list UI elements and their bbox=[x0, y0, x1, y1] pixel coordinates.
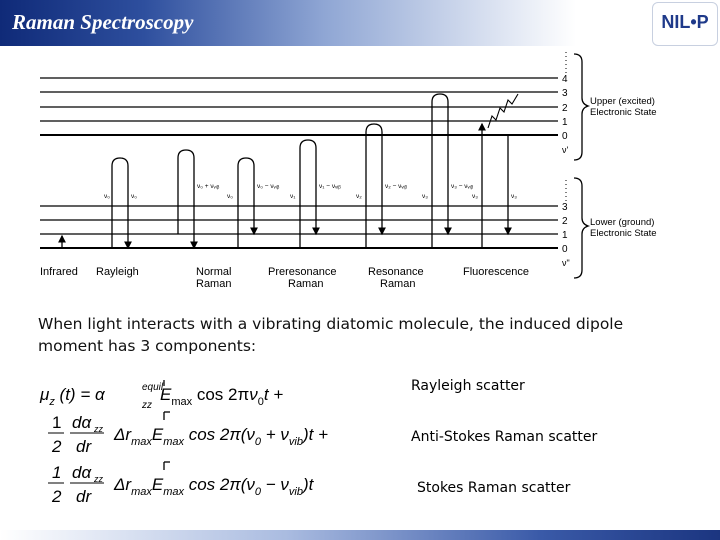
equation-stokes bbox=[34, 458, 374, 510]
upper-level-number: ν' bbox=[562, 145, 569, 155]
svg-text:zz: zz bbox=[94, 474, 103, 484]
page-title: Raman Spectroscopy bbox=[12, 10, 194, 34]
upper-level-number: 4 bbox=[562, 74, 568, 85]
freq-label: ν₃ − νᵥᵢᵦ bbox=[451, 183, 474, 190]
nilp-logo bbox=[652, 2, 718, 46]
svg-text:1: 1 bbox=[52, 413, 62, 432]
process-label-normal-raman: Normal bbox=[196, 266, 232, 278]
lower-level-number: 3 bbox=[562, 202, 568, 213]
energy-level-diagram bbox=[38, 48, 670, 292]
svg-text:ΔrmaxEmax cos 2π(ν0 + νvib)t: $\Delta r_{max}E_{max}$ $\cos 2\pi(\nu_0 + \nu_{vib})t$ + bbox=[114, 425, 329, 448]
preresonance-raman bbox=[300, 140, 316, 248]
lower-level-number: 2 bbox=[562, 216, 568, 227]
upper-state-label: Electronic State bbox=[590, 107, 657, 118]
upper-state-label: Upper (excited) bbox=[590, 96, 655, 107]
svg-text:μz (t) = α: $\mu_z$ (t) = α bbox=[40, 385, 105, 408]
freq-label: ν₀ + νᵥᵢᵦ bbox=[197, 183, 220, 190]
lower-state-label: Lower (ground) bbox=[590, 217, 655, 228]
upper-level-number: 2 bbox=[562, 103, 568, 114]
freq-label: ν₂ − νᵥᵢᵦ bbox=[385, 183, 408, 190]
svg-text:equil: equil bbox=[142, 382, 164, 393]
svg-text:dα: dα bbox=[72, 413, 92, 432]
upper-level-number: 1 bbox=[562, 117, 568, 128]
lower-level-number: 0 bbox=[562, 244, 568, 255]
process-label-resonance-raman: Raman bbox=[380, 278, 416, 290]
svg-text:2: 2 bbox=[52, 437, 62, 456]
svg-text:zz: zz bbox=[142, 400, 152, 411]
lower-state-label: Electronic State bbox=[590, 228, 657, 239]
lower-brace bbox=[574, 178, 588, 278]
process-label-rayleigh: Rayleigh bbox=[96, 266, 139, 278]
label-rayleigh-scatter: Rayleigh scatter bbox=[411, 378, 525, 394]
intro-text: When light interacts with a vibrating diatomic molecule, the induced dipole moment has 3 components: bbox=[38, 315, 624, 355]
normal-raman-anti-stokes bbox=[178, 150, 194, 248]
svg-text:Emax cos 2πν0t +: $E_{max}$ $\cos 2\pi\nu_0t$ + bbox=[160, 385, 284, 408]
lower-level-number: ν" bbox=[562, 258, 570, 268]
svg-text:2: 2 bbox=[52, 487, 62, 506]
svg-text:1: 1 bbox=[52, 463, 62, 482]
upper-level-number: 3 bbox=[562, 88, 568, 99]
resonance-raman-1 bbox=[366, 124, 382, 248]
upper-brace bbox=[574, 54, 588, 160]
freq-label: ν₂ bbox=[356, 193, 362, 200]
freq-label: ν₁ − νᵥᵢᵦ bbox=[319, 183, 341, 190]
freq-label: ν₃ bbox=[472, 193, 478, 200]
resonance-raman-2 bbox=[432, 94, 448, 248]
process-label-normal-raman: Raman bbox=[196, 278, 232, 290]
freq-label: ν₁ bbox=[290, 193, 296, 200]
label-anti-stokes-scatter: Anti-Stokes Raman scatter bbox=[411, 429, 598, 445]
svg-text:dr: dr bbox=[76, 437, 92, 456]
upper-level-number: 0 bbox=[562, 131, 568, 142]
lower-level-number: 1 bbox=[562, 230, 568, 241]
label-stokes-scatter: Stokes Raman scatter bbox=[417, 480, 571, 496]
freq-label: ν₀ bbox=[104, 193, 110, 200]
svg-text:zz: zz bbox=[94, 424, 103, 434]
freq-label: ν₃ bbox=[422, 193, 428, 200]
process-label-resonance-raman: Resonance bbox=[368, 266, 424, 278]
freq-label: ν₀ bbox=[227, 193, 233, 200]
freq-label: ν₀ − νᵥᵢᵦ bbox=[257, 183, 280, 190]
freq-label: ν₀ bbox=[131, 193, 137, 200]
footer-bar bbox=[0, 530, 720, 540]
process-label-preresonance-raman: Preresonance bbox=[268, 266, 337, 278]
svg-text:dα: dα bbox=[72, 463, 92, 482]
header-bar bbox=[0, 0, 720, 46]
svg-text:ΔrmaxEmax cos 2π(ν0 − νvib)t: $\Delta r_{max}E_{max}$ $\cos 2\pi(\nu_0 - \nu_{vib})t$ bbox=[114, 475, 314, 498]
process-label-preresonance-raman: Raman bbox=[288, 278, 324, 290]
freq-label: ν₃ bbox=[511, 193, 517, 200]
fluorescence-relaxation bbox=[488, 94, 518, 128]
process-label-infrared: Infrared bbox=[40, 266, 78, 278]
equation-anti-stokes bbox=[34, 408, 374, 460]
svg-text:dr: dr bbox=[76, 487, 92, 506]
process-label-fluorescence: Fluorescence bbox=[463, 266, 530, 278]
logo-text: NIL•P bbox=[661, 12, 709, 32]
